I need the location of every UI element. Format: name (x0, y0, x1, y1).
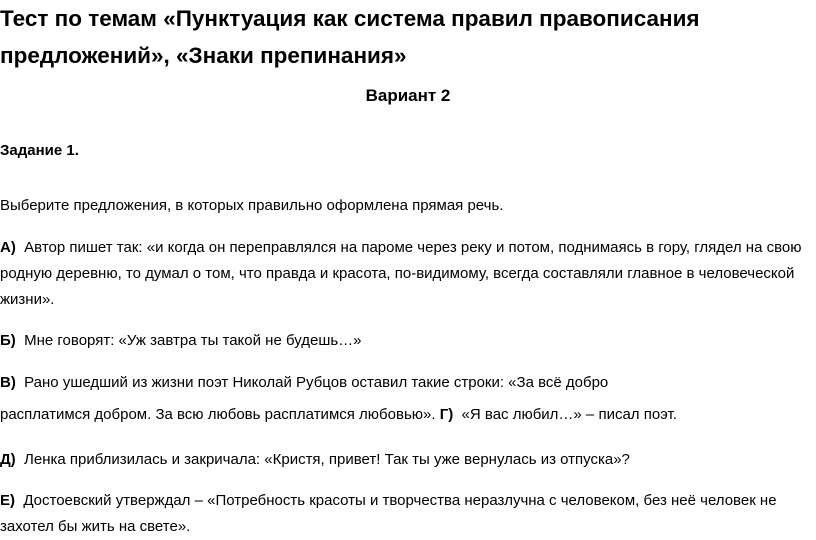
option-g-text: «Я вас любил…» – писал поэт. (461, 406, 677, 423)
option-d-text: Ленка приблизилась и закричала: «Кристя, привет! Так ты уже вернулась из отпуска»? (24, 451, 630, 468)
task-heading: Задание 1. (0, 142, 79, 159)
option-v (0, 370, 812, 396)
option-v-text-continued: расплатимся добром. За всю любовь расплатимся любовью». (0, 406, 436, 423)
instruction-text: Выберите предложения, в которых правильно оформлена прямая речь. (0, 197, 504, 214)
option-v-continued-and-g (0, 402, 812, 428)
document-title: Тест по темам «Пунктуация как система правил правописания предложений», «Знаки препинания» (0, 6, 700, 68)
option-b-text: Мне говорят: «Уж завтра ты такой не будешь…» (24, 332, 362, 349)
option-e (0, 488, 812, 540)
option-a-label: А) (0, 239, 16, 256)
option-e-text: Достоевский утверждал – «Потребность красоты и творчества неразлучна с человеком, без неё человек не захотел бы жить на свете». (0, 492, 777, 535)
option-e-label: Е) (0, 492, 15, 509)
option-d (0, 447, 812, 473)
option-b-label: Б) (0, 332, 16, 349)
option-v-text: Рано ушедший из жизни поэт Николай Рубцов оставил такие строки: «За всё добро (24, 374, 609, 391)
option-g-label: Г) (439, 406, 454, 423)
option-b (0, 328, 812, 354)
option-d-label: Д) (0, 451, 16, 468)
variant-heading: Вариант 2 (365, 86, 451, 105)
option-v-label: В) (0, 374, 16, 391)
option-a-text: Автор пишет так: «и когда он переправлялся на пароме через реку и потом, поднимаясь в гору, глядел на свою родную деревню, то думал о том, что правда и красота, по-видимому, всегда составляли главное в человеческой жизни». (0, 239, 802, 308)
option-a (0, 235, 812, 313)
